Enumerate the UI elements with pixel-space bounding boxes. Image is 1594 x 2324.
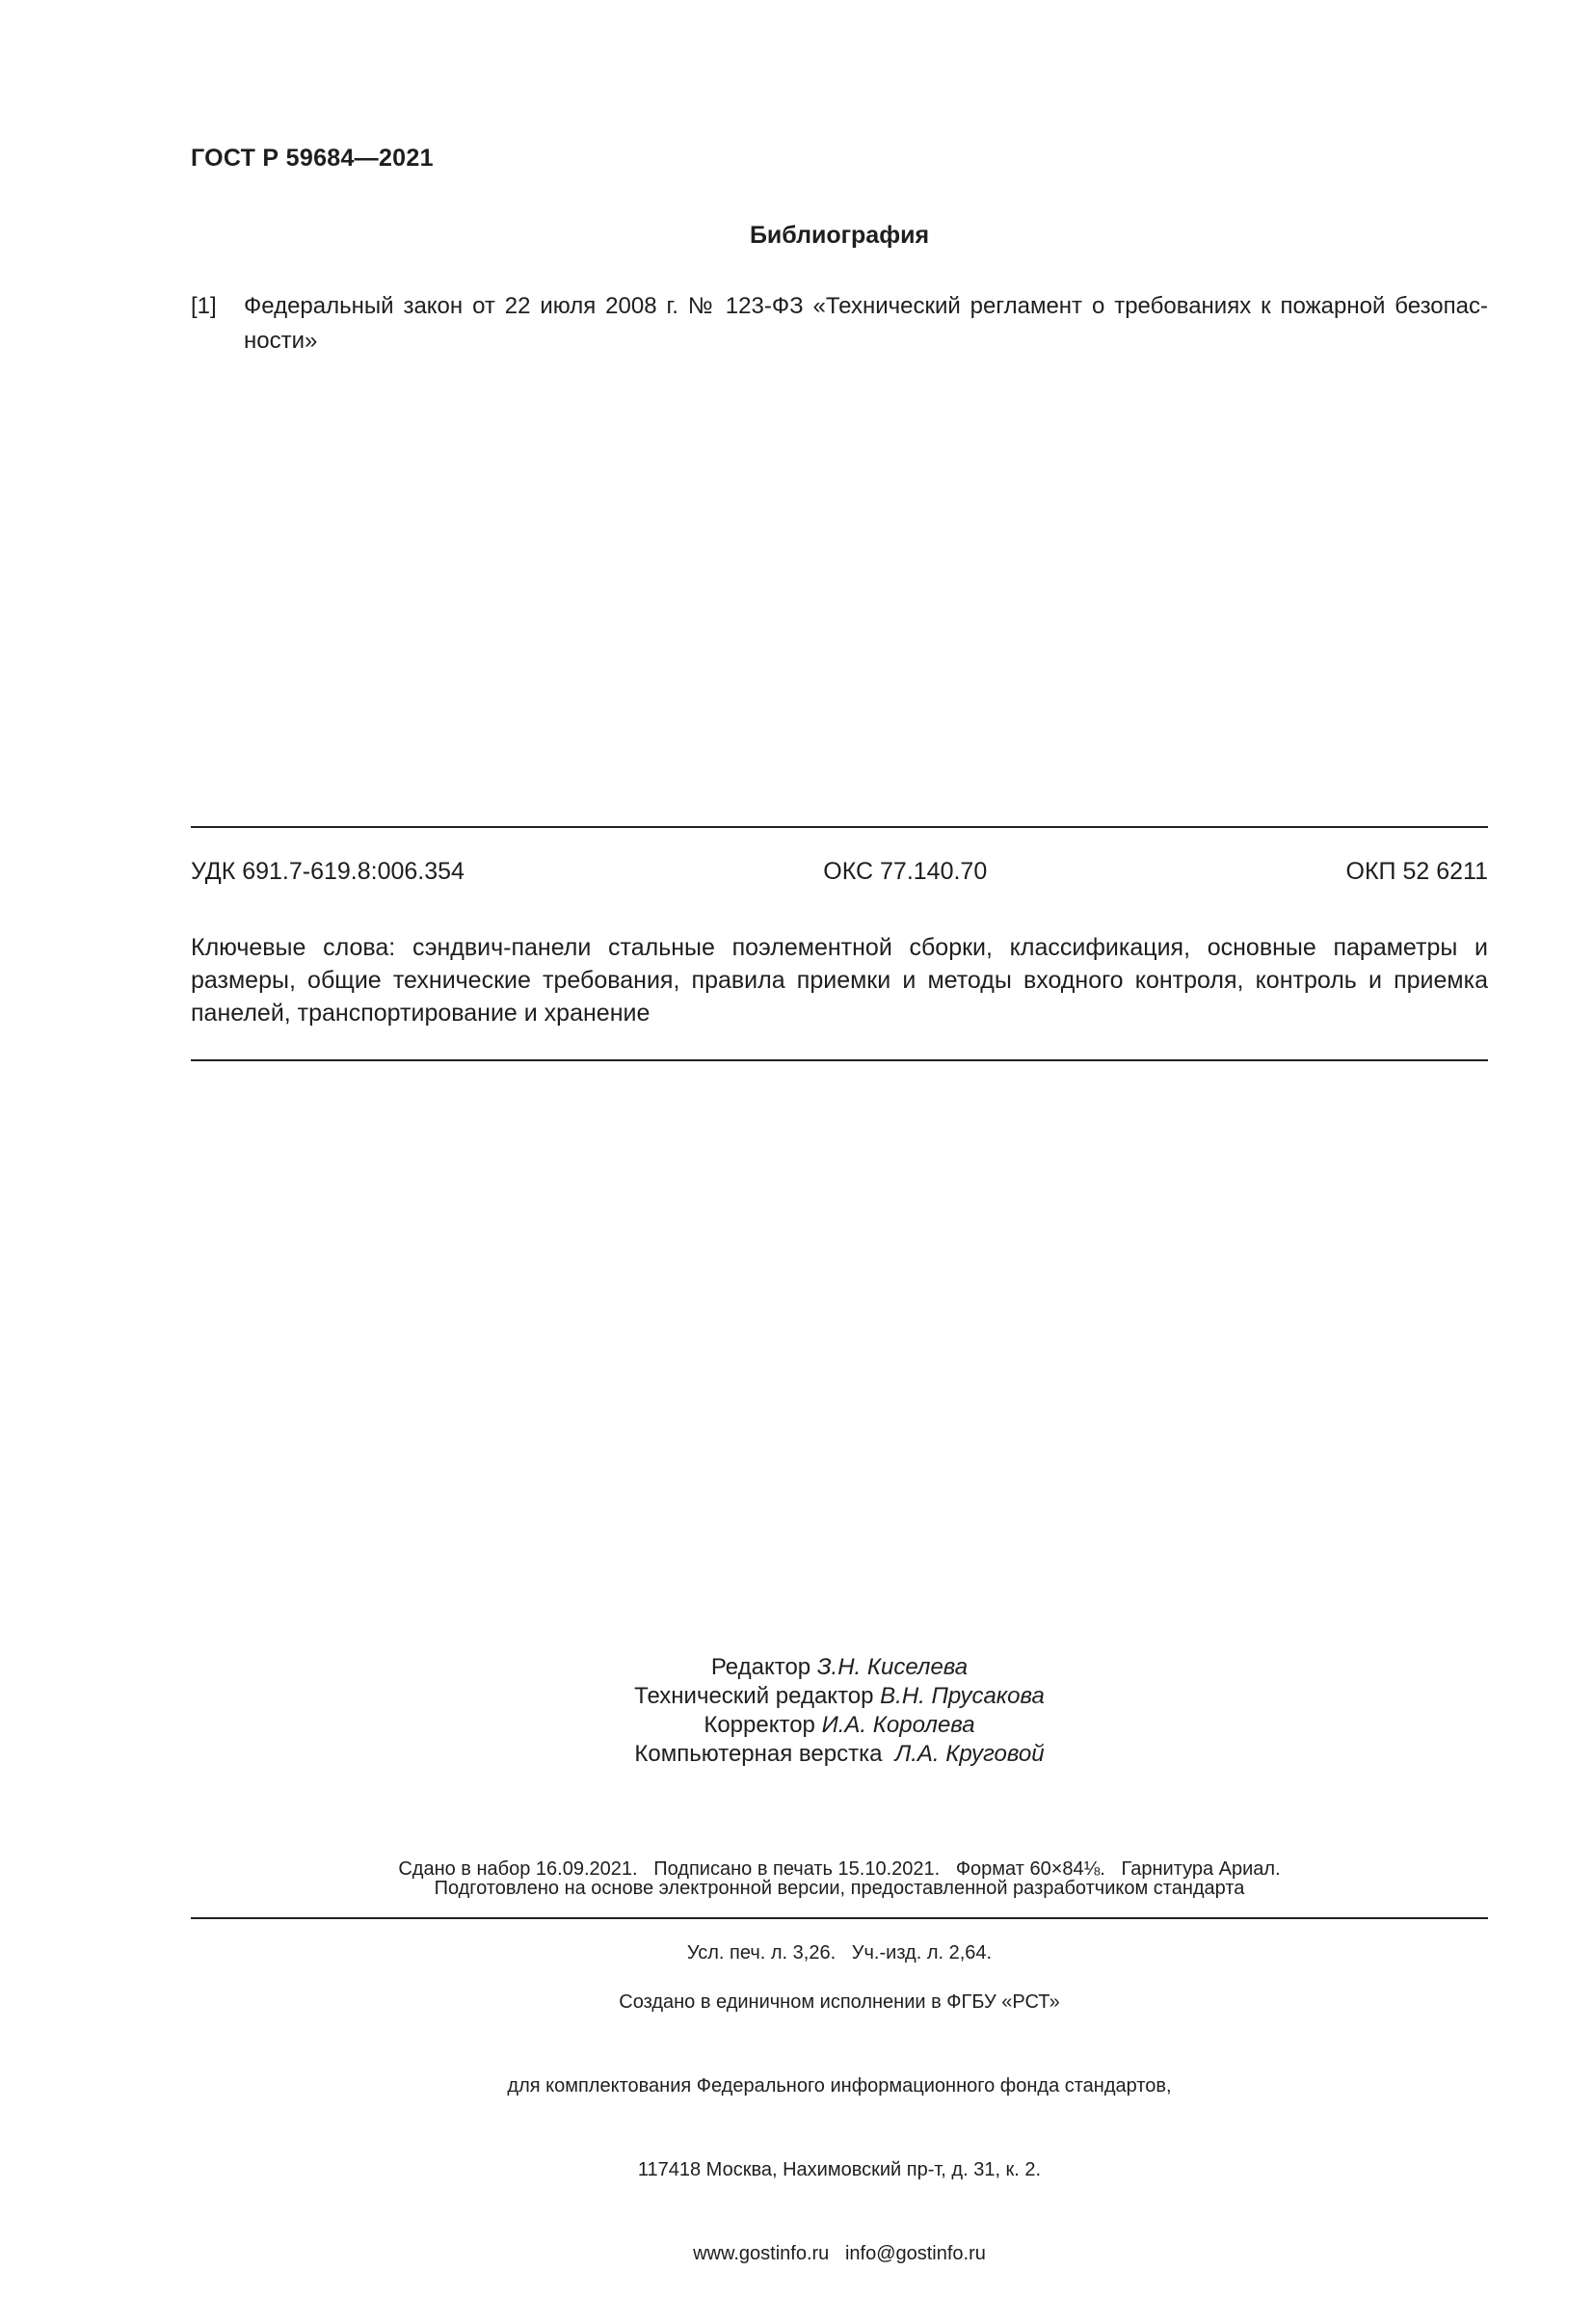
editorial-staff — [191, 1653, 1488, 1769]
staff-line — [191, 1682, 1488, 1711]
staff-role: Корректор — [704, 1712, 815, 1738]
bibliography-title: Библиография — [749, 222, 930, 249]
bibliography-entry — [191, 289, 1488, 359]
publisher-line: для комплектования Федерального информационного фонда стандартов, — [507, 2075, 1172, 2097]
publisher-line: 117418 Москва, Нахимовский пр-т, д. 31, к. 2. — [637, 2159, 1042, 2180]
print-info-line: Сдано в набор 16.09.2021. Подписано в печать 15.10.2021. Формат 60×84⅛. Гарнитура Ариал. — [398, 1858, 1281, 1880]
staff-name: З.Н. Киселева — [816, 1654, 969, 1680]
prepared-note: Подготовлено на основе электронной версии, предоставленной разработчиком стандарта — [434, 1878, 1245, 1899]
publisher-line: www.gostinfo.ru info@gostinfo.ru — [693, 2243, 986, 2264]
print-info-line: Усл. печ. л. 3,26. Уч.-изд. л. 2,64. — [686, 1942, 993, 1963]
staff-name: Л.А. Круговой — [894, 1741, 1045, 1767]
staff-line — [191, 1711, 1488, 1740]
publisher-info — [191, 1933, 1488, 2324]
keywords: Ключевые слова: сэндвич-панели стальные поэлементной сборки, классификация, основные параметры и размеры, общие технические требования, правила приемки и методы входного контроля, контроль и приемка панелей, транспортирование и хранение — [191, 934, 1488, 1027]
staff-role: Редактор — [710, 1654, 811, 1680]
staff-role: Технический редактор — [634, 1683, 874, 1709]
staff-line — [191, 1653, 1488, 1682]
staff-role: Компьютерная верстка — [634, 1741, 883, 1767]
divider-top — [191, 826, 1488, 828]
standard-code: ГОСТ Р 59684—2021 — [191, 145, 434, 172]
staff-name: В.Н. Прусакова — [880, 1683, 1045, 1709]
classification-codes — [191, 858, 1488, 886]
publisher-line: Создано в единичном исполнении в ФГБУ «РСТ» — [619, 1991, 1060, 2013]
bibliography-entry-number: [1] — [191, 293, 217, 319]
divider-keywords — [191, 1059, 1488, 1061]
staff-line — [191, 1740, 1488, 1769]
oks-code: ОКС 77.140.70 — [823, 858, 988, 885]
udk-code: УДК 691.7-619.8:006.354 — [191, 858, 465, 885]
divider-bottom — [191, 1917, 1488, 1919]
bibliography-entry-text: Федеральный закон от 22 июля 2008 г. № 123-ФЗ «Технический регламент о требованиях к пожарной безопасности» — [244, 293, 1488, 354]
okp-code: ОКП 52 6211 — [1345, 858, 1488, 885]
staff-name: И.А. Королева — [821, 1712, 975, 1738]
